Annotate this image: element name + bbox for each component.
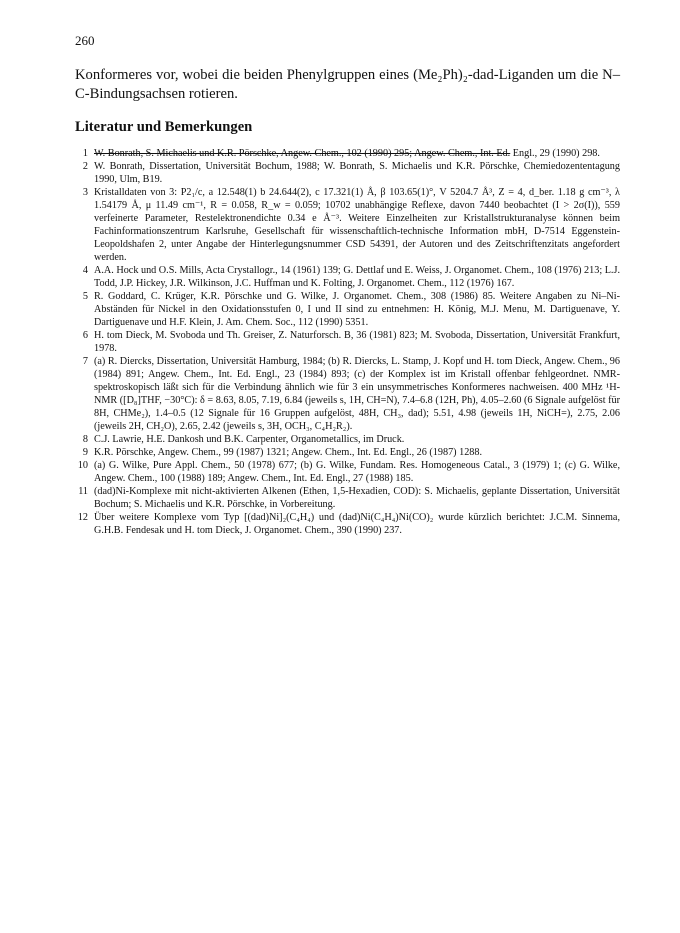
- reference-text: (a) G. Wilke, Pure Appl. Chem., 50 (1978) 677; (b) G. Wilke, Fundam. Res. Homogeneous Catal., 3 (1979) 1; (c) G. Wilke, Angew. Chem., 100 (1988) 189; Angew. Chem., Int. Ed. Engl., 27 (1988) 185.: [94, 460, 620, 484]
- reference-item: [72, 446, 620, 459]
- reference-item: [72, 459, 620, 485]
- reference-number: 2: [82, 161, 88, 172]
- reference-number: 7: [82, 356, 88, 367]
- reference-text: H. tom Dieck, M. Svoboda und Th. Greiser, Z. Naturforsch. B, 36 (1981) 823; M. Svoboda, Dissertation, Universität Frankfurt, 1978.: [94, 330, 620, 354]
- reference-text: Über weitere Komplexe vom Typ [(dad)Ni]₂(C₄H₄) und (dad)Ni(C₄H₄)Ni(CO)₂ wurde kürzlich berichtet: J.C.M. Sinnema, G.H.B. Fendesak und H. tom Dieck, J. Organomet. Chem., 390 (1990) 237.: [94, 512, 620, 536]
- section-heading: Literatur und Bemerkungen: [75, 119, 253, 135]
- reference-text: (a) R. Diercks, Dissertation, Universität Hamburg, 1984; (b) R. Diercks, L. Stamp, J. Kopf und H. tom Dieck, Angew. Chem., 96 (1984) 891; Angew. Chem., Int. Ed. Engl., 23 (1984) 893; (c) der Komplex ist im Kristall offenbar fehlgeordnet. NMR-spektroskopisch läßt sich für die Verbindung ähnlich wie für 3 ein unsymmetrisches Konformeres nachweisen. 400 MHz ¹H-NMR ([D₈]THF, −30°C): δ = 8.63, 8.05, 7.19, 6.84 (jeweils s, 1H, CH=N), 7.4–6.8 (12H, Ph), 4.05–2.60 (6 Signale aufgelöst für 8H, CHMe₂), 1.4–0.5 (12 Signale für 16 Gruppen aufgelöst, 48H, CH₃, dad); 5.51, 4.98 (jeweils 1H, NiCH=), 2.75, 2.06 (jeweils 2H, CH₂O), 2.65, 2.42 (jeweils s, 3H, OCH₃, C₄H₂R₂).: [94, 356, 620, 432]
- reference-text: Kristalldaten von 3: P2₁/c, a 12.548(1) b 24.644(2), c 17.321(1) Å, β 103.65(1)°, V 5204.7 Å³, Z = 4, d_ber. 1.18 g cm⁻³, λ 1.54179 Å, μ 11.49 cm⁻¹, R = 0.058, R_w = 0.059; 10702 unabhängige Reflexe, davon 7440 beobachtet (I > 2σ(I)), 559 verfeinerte Parameter, Restelektronendichte 0.34 e Å⁻³. Weitere Einzelheiten zur Kristallstrukturanalyse können beim Fachinformationszentrum Karlsruhe, Gesellschaft für wissenschaftlich-technische Information mbH, D-7514 Eggenstein-Leopoldshafen 2, unter Angabe der Hinterlegungsnummer CSD 54391, der Autoren und des Zeitschriftenzitats angefordert werden.: [94, 187, 620, 263]
- reference-number: 10: [77, 460, 88, 471]
- reference-item: [72, 290, 620, 329]
- reference-text: [94, 147, 620, 160]
- reference-number: 12: [77, 512, 88, 523]
- reference-item: [72, 355, 620, 433]
- reference-text: (dad)Ni-Komplexe mit nicht-aktivierten Alkenen (Ethen, 1,5-Hexadien, COD): S. Michaelis, geplante Dissertation, Universität Bochum; S. Michaelis und K.R. Pörschke, in Vorbereitung.: [94, 486, 620, 510]
- page-number: 260: [75, 33, 95, 48]
- reference-item: [72, 485, 620, 511]
- reference-text: C.J. Lawrie, H.E. Dankosh und B.K. Carpenter, Organometallics, im Druck.: [94, 434, 405, 445]
- reference-number: 1: [82, 148, 88, 159]
- reference-text: R. Goddard, C. Krüger, K.R. Pörschke und G. Wilke, J. Organomet. Chem., 308 (1986) 85. Weitere Angaben zu Ni–Ni-Abständen für Nickel in den Oxidationsstufen 0, I und II sind zu entnehmen: H. König, M.J. Menu, M. Dartiguenave, Y. Dartiguenave und H.F. Klein, J. Am. Chem. Soc., 112 (1990) 5351.: [94, 291, 620, 328]
- reference-text-rest: Engl., 29 (1990) 298.: [512, 148, 600, 159]
- reference-number: 5: [82, 291, 88, 302]
- reference-item: [72, 160, 620, 186]
- reference-number: 6: [82, 330, 88, 341]
- reference-number: 9: [82, 447, 88, 458]
- reference-number: 11: [78, 486, 88, 497]
- reference-number: 8: [82, 434, 88, 445]
- reference-item: [72, 147, 620, 160]
- intro-paragraph: Konformeres vor, wobei die beiden Phenylgruppen eines (Me₂Ph)₂-dad-Liganden um die N–C-Bindungsachsen rotieren.: [75, 67, 620, 102]
- reference-struck-text: W. Bonrath, S. Michaelis und K.R. Pörschke, Angew. Chem., 102 (1990) 295; Angew. Chem., Int. Ed.: [94, 148, 511, 159]
- reference-text: K.R. Pörschke, Angew. Chem., 99 (1987) 1321; Angew. Chem., Int. Ed. Engl., 26 (1987) 1288.: [94, 447, 483, 458]
- reference-item: [72, 511, 620, 537]
- reference-text: W. Bonrath, Dissertation, Universität Bochum, 1988; W. Bonrath, S. Michaelis und K.R. Pörschke, Chemiedozententagung 1990, Ulm, B19.: [94, 161, 620, 185]
- reference-item: [72, 433, 620, 446]
- reference-list: [72, 147, 620, 537]
- reference-number: 3: [82, 187, 88, 198]
- reference-number: 4: [82, 265, 88, 276]
- reference-text: A.A. Hock und O.S. Mills, Acta Crystallogr., 14 (1961) 139; G. Dettlaf und E. Weiss, J. Organomet. Chem., 108 (1976) 213; L.J. Todd, J.P. Hickey, J.R. Wilkinson, J.C. Huffman und K. Folting, J. Organomet. Chem., 112 (1976) 167.: [94, 265, 620, 289]
- reference-item: [72, 329, 620, 355]
- reference-item: [72, 186, 620, 264]
- reference-item: [72, 264, 620, 290]
